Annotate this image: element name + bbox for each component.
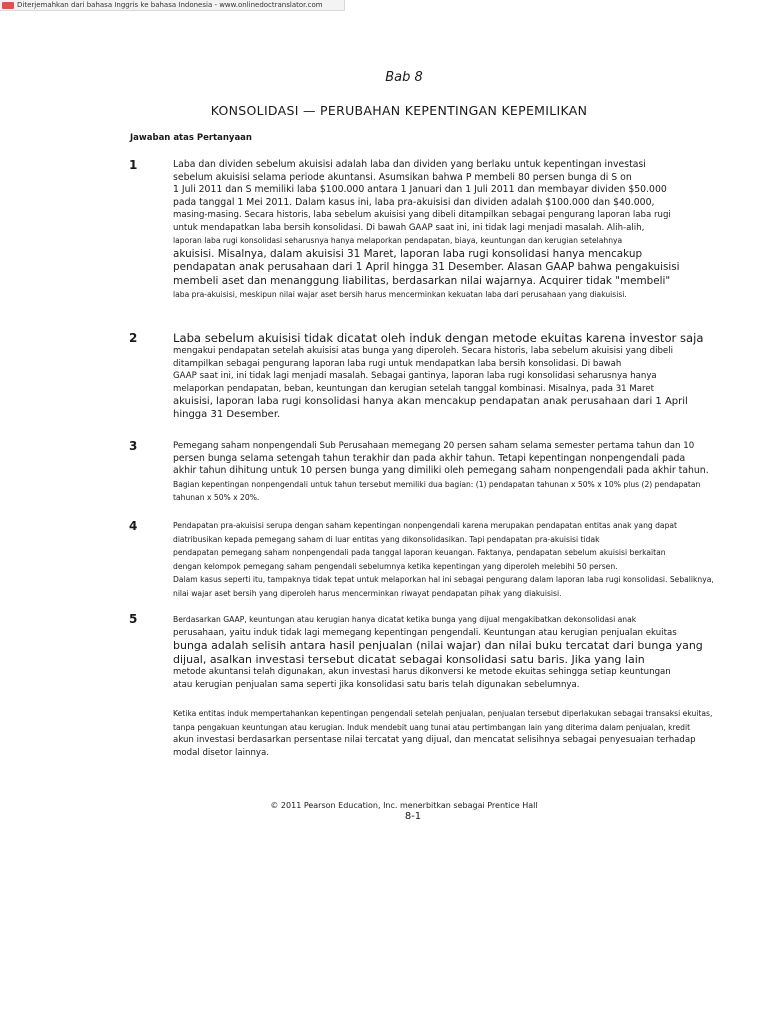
answer-line: diatribusikan kepada pemegang saham di luar entitas yang dikonsolidasikan. Tapi pendapatan pra-akuisisi tidak — [173, 534, 600, 544]
answer-block-1 — [173, 159, 708, 302]
answer-line: sebelum akuisisi selama periode akuntansi. Asumsikan bahwa P membeli 80 persen bunga di S on — [173, 171, 632, 183]
answer-line: dijual, asalkan investasi tersebut dicatat sebagai konsolidasi satu baris. Jika yang lain — [173, 652, 645, 666]
chapter-label: Bab 8 — [385, 70, 423, 85]
question-number: 3 — [129, 439, 138, 453]
answer-line: 1 Juli 2011 dan S memiliki laba $100.000 antara 1 Januari dan 1 Juli 2011 dan membayar dividen $50.000 — [173, 184, 667, 195]
answer-line: Bagian kepentingan nonpengendali untuk tahun tersebut memiliki dua bagian: (1) pendapatan tahunan x 50% x 10% plus (2) pendapatan — [173, 479, 701, 489]
answer-line: Berdasarkan GAAP, keuntungan atau kerugian hanya dicatat ketika bunga yang dijual mengakibatkan dekonsolidasi anak — [173, 615, 637, 624]
answer-line: nilai wajar aset bersih yang diperoleh harus mencerminkan riwayat pendapatan pihak yang diakuisisi. — [173, 588, 562, 598]
answer-line: tanpa pengakuan keuntungan atau kerugian. Induk mendebit uang tunai atau pertimbangan lain yang diterima dalam penjualan, kredit — [173, 722, 691, 732]
answer-line: atau kerugian penjualan sama seperti jika konsolidasi satu baris telah digunakan sebelumnya. — [173, 679, 580, 690]
answer-line: Laba dan dividen sebelum akuisisi adalah laba dan dividen yang berlaku untuk kepentingan investasi — [173, 159, 646, 170]
answer-block-3 — [173, 440, 708, 505]
answer-line: pendapatan pemegang saham nonpengendali pada tanggal laporan keuangan. Faktanya, pendapatan sebelum akuisisi berkaitan — [173, 548, 666, 557]
answer-line: dengan kelompok pemegang saham pengendali sebelumnya ketika kepentingan yang diperoleh melebihi 50 persen. — [173, 561, 618, 571]
section-subheading: Jawaban atas Pertanyaan — [130, 133, 252, 143]
answer-line: ditampilkan sebagai pengurang laporan laba rugi untuk mendapatkan laba bersih konsolidasi. Di bawah — [173, 358, 622, 369]
page-number: 8-1 — [404, 811, 422, 822]
question-number: 4 — [129, 519, 138, 533]
answer-line: mengakui pendapatan setelah akuisisi atas bunga yang diperoleh. Secara historis, laba sebelum akuisisi yang dibeli — [173, 346, 673, 356]
question-number: 5 — [129, 612, 138, 626]
translate-icon — [2, 2, 14, 9]
answer-line: melaporkan pendapatan, beban, keuntungan dan kerugian setelah tanggal kombinasi. Misalnya, pada 31 Maret — [173, 383, 655, 394]
answer-line: untuk mendapatkan laba bersih konsolidasi. Di bawah GAAP saat ini, ini tidak lagi menjadi masalah. Alih-alih, — [173, 222, 645, 233]
question-number: 2 — [129, 331, 138, 345]
answer-line: masing-masing. Secara historis, laba sebelum akuisisi yang dibeli ditampilkan sebagai pengurang laporan laba rugi — [173, 210, 671, 220]
answer-line: Pendapatan pra-akuisisi serupa dengan saham kepentingan nonpengendali karena merupakan pendapatan entitas anak yang dapat — [173, 521, 678, 530]
answer-line: hingga 31 Desember. — [173, 409, 281, 420]
answer-line: akhir tahun dihitung untuk 10 persen bunga yang dimiliki oleh pemegang saham nonpengendali pada akhir tahun. — [173, 465, 709, 476]
answer-line: tahunan x 50% x 20%. — [173, 493, 260, 502]
answer-block-5 — [173, 613, 708, 691]
answer-line: akun investasi berdasarkan persentase nilai tercatat yang dijual, dan mencatat selisihnya sebagai penyesuaian terhadap — [173, 735, 696, 745]
answer-line: GAAP saat ini, ini tidak lagi menjadi masalah. Sebagai gantinya, laporan laba rugi konsolidasi seharusnya hanya — [173, 371, 657, 381]
answer-block-5-continued — [173, 707, 713, 759]
translator-banner-text[interactable]: Diterjemahkan dari bahasa Inggris ke bahasa Indonesia - www.onlinedoctranslator.com — [17, 1, 323, 9]
answer-line: bunga adalah selisih antara hasil penjualan (nilai wajar) dan nilai buku tercatat dari bunga yang — [173, 639, 703, 652]
answer-line: akuisisi, laporan laba rugi konsolidasi hanya akan mencakup pendapatan anak perusahaan dari 1 April — [173, 396, 688, 407]
answer-line: pada tanggal 1 Mei 2011. Dalam kasus ini, laba pra-akuisisi dan dividen adalah $100.000 dan $40.000, — [173, 196, 655, 208]
answer-line: Laba sebelum akuisisi tidak dicatat oleh induk dengan metode ekuitas karena investor saja — [173, 331, 704, 345]
question-number: 1 — [129, 158, 138, 172]
answer-line: modal disetor lainnya. — [173, 747, 269, 758]
translator-banner[interactable] — [0, 0, 345, 11]
answer-block-4 — [173, 519, 714, 600]
answer-line: Ketika entitas induk mempertahankan kepentingan pengendali setelah penjualan, penjualan tersebut diperlakukan sebagai transaksi ekuitas, — [173, 709, 713, 718]
answer-block-2 — [173, 331, 708, 421]
answer-line: laporan laba rugi konsolidasi seharusnya hanya melaporkan pendapatan, biaya, keuntungan dan kerugian setelahnya — [173, 236, 623, 245]
answer-line: perusahaan, yaitu induk tidak lagi memegang kepentingan pengendali. Keuntungan atau kerugian penjualan ekuitas — [173, 627, 677, 638]
answer-line: Pemegang saham nonpengendali Sub Perusahaan memegang 20 persen saham selama semester pertama tahun dan 10 — [173, 441, 695, 451]
answer-line: Dalam kasus seperti itu, tampaknya tidak tepat untuk melaporkan hal ini sebagai pengurang dalam laporan laba rugi konsolidasi. Sebaliknya, — [173, 575, 714, 584]
answer-line: metode akuntansi telah digunakan, akun investasi harus dikonversi ke metode ekuitas sehingga setiap keuntungan — [173, 667, 671, 677]
answer-line: pendapatan anak perusahaan dari 1 April hingga 31 Desember. Alasan GAAP bahwa pengakuisisi — [173, 261, 680, 273]
answer-line: akuisisi. Misalnya, dalam akuisisi 31 Maret, laporan laba rugi konsolidasi hanya mencakup — [173, 247, 643, 260]
answer-line: laba pra-akuisisi, meskipun nilai wajar aset bersih harus mencerminkan kekuatan laba dari perusahaan yang diakuisisi. — [173, 290, 627, 299]
answer-line: membeli aset dan menanggung liabilitas, berdasarkan nilai wajarnya. Acquirer tidak "membeli" — [173, 274, 671, 287]
answer-line: persen bunga selama setengah tahun terakhir dan pada akhir tahun. Tetapi kepentingan nonpengendali pada — [173, 452, 686, 464]
copyright-notice: © 2011 Pearson Education, Inc. menerbitkan sebagai Prentice Hall — [270, 801, 538, 810]
page-title: KONSOLIDASI — PERUBAHAN KEPENTINGAN KEPEMILIKAN — [210, 103, 588, 118]
